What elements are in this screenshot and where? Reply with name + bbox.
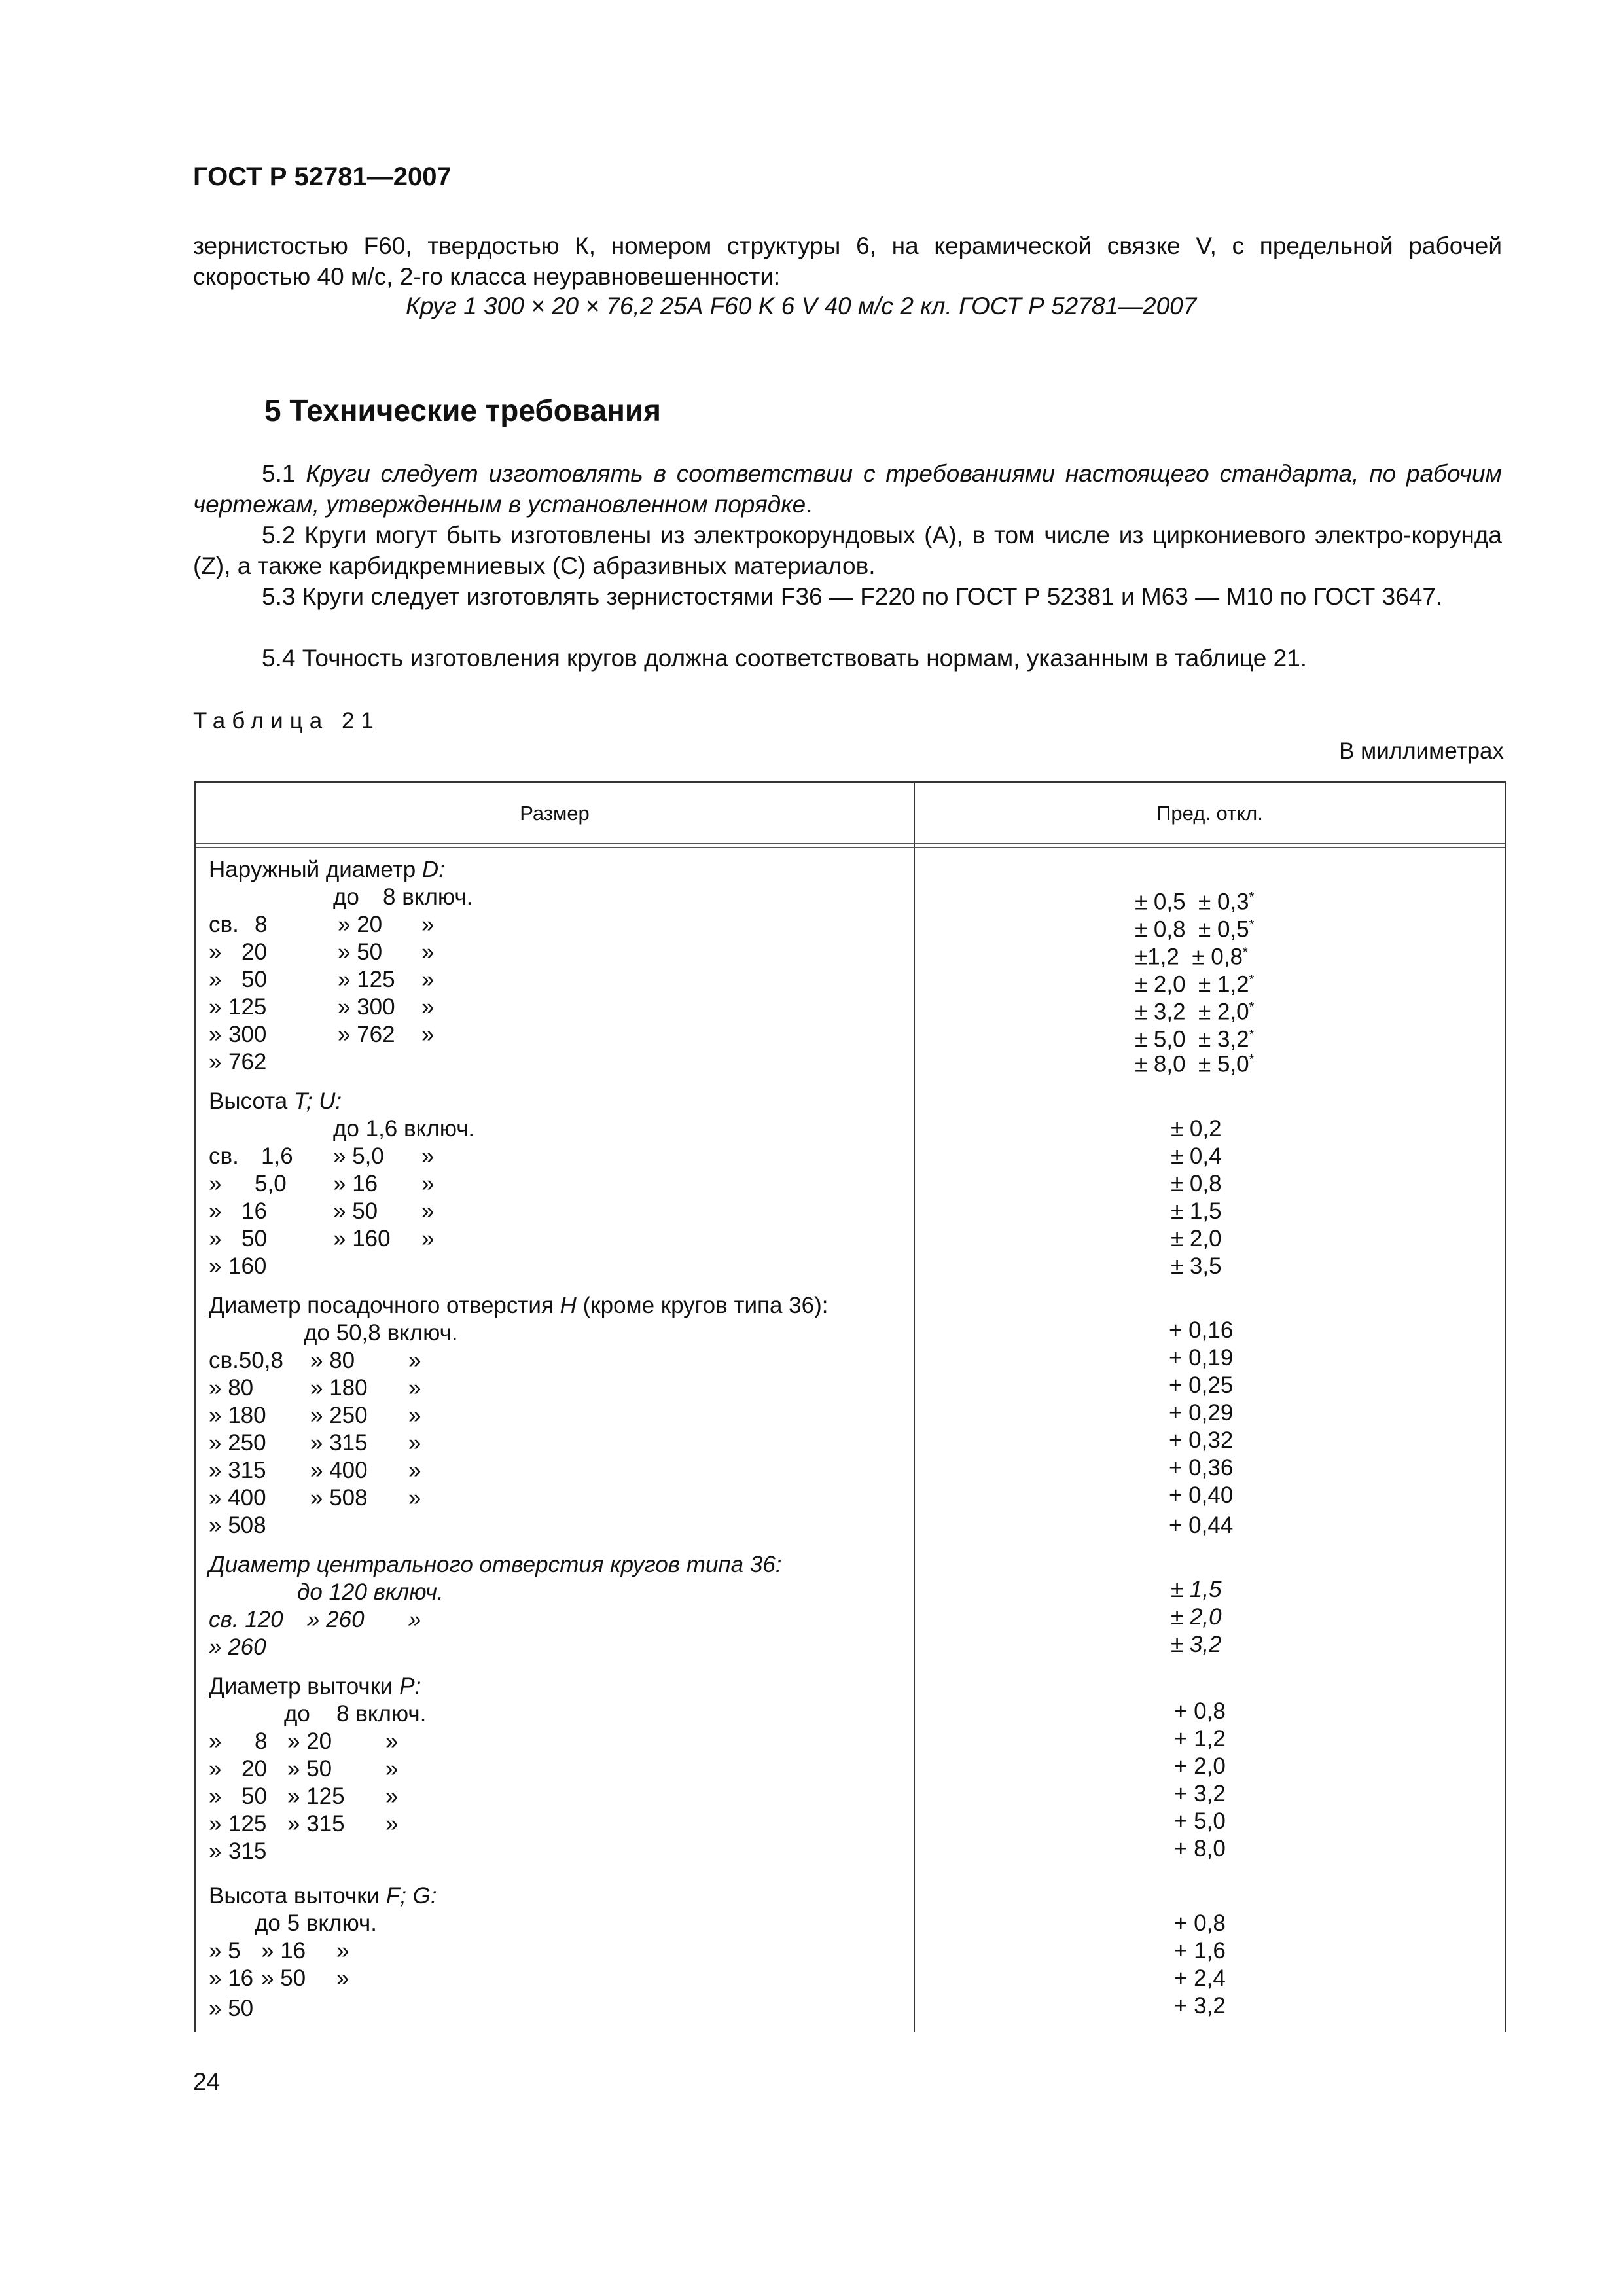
- tolerance-value: ± 8,0 ± 5,0*: [1135, 1051, 1255, 1077]
- tolerance-value: + 0,44: [1169, 1513, 1234, 1538]
- tolerance-value: + 0,16: [1169, 1318, 1234, 1343]
- tolerance-value: + 3,2: [1174, 1993, 1226, 2018]
- tolerance-value: ± 2,0: [1171, 1226, 1222, 1251]
- tolerance-table: Размер Пред. откл. Наружный диаметр D: до 8 включ. ± 0,5 ± 0,3* св. 8 » 20 » ± 0,8 ± 0,5* » 20 » 50 » ±1,2 ± 0,8* » 50 » 125 » ± 2,0 ± 1,2* » 125 » 300 » ± 3,2 ± 2,0* » 300 » 762 » ± 5,0 ± 3,2* » 762 ± 8,0 ± 5,0* Высота T; U: до 1,6 включ. ± 0,2 св. 1,6 » 5,0 » ± 0,4 » 5,0 » 16 » ± 0,8 » 16 » 50 » ± 1,5 » 50 » 160 » ± 2,0 » 160 ± 3,5 Диаметр посадочного отверстия H (кроме кругов типа 36): до 50,8 включ. + 0,16 св.50,8 » 80 » + 0,19 » 80 » 180 » + 0,25 » 180 » 250 » + 0,29 » 250 » 315 » + 0,32 » 315 » 400 » + 0,36 » 400 » 508 » + 0,40 » 508 + 0,44 Диаметр центрального отверстия кругов типа 36: до 120 включ. ± 1,5 св. 120 » 260 » ± 2,0 » 260 ± 3,2 Диаметр выточки P: до 8 включ. + 0,8 » 8 » 20 » + 1,2 » 20 » 50 » + 2,0 » 50 » 125 » + 3,2 » 125 » 315 » + 5,0 » 315 + 8,0 Высота выточки F; G: до 5 включ. + 0,8 » 5 » 16 » + 1,6 » 16 » 50 » + 2,4 » 50 + 3,2: [194, 781, 1506, 2032]
- tolerance-value: + 1,2: [1174, 1726, 1226, 1751]
- tolerance-value: + 0,40: [1169, 1482, 1234, 1508]
- paragraph-5-3: 5.3 Круги следует изготовлять зернистостями F36 — F220 по ГОСТ Р 52381 и М63 — М10 по ГОСТ 3647.: [262, 583, 1443, 610]
- header-rule: [196, 843, 1505, 844]
- tolerance-value: + 0,36: [1169, 1455, 1234, 1480]
- tolerance-value: ± 0,8: [1171, 1171, 1222, 1196]
- intro-text: зернистостью F60, твердостью К, номером структуры 6, на керамической связке V, с предельной рабочей скоростью 40 м/с, 2-го класса неуравновешенности:: [193, 232, 1502, 290]
- tolerance-value: + 5,0: [1174, 1808, 1226, 1834]
- tolerance-value: ± 0,8 ± 0,5*: [1135, 916, 1255, 942]
- tolerance-value: ± 2,0: [1171, 1604, 1222, 1630]
- tolerance-value: + 2,0: [1174, 1753, 1226, 1779]
- tolerance-value: ± 1,5: [1171, 1577, 1222, 1602]
- paragraph-5-1-number: 5.1: [262, 460, 296, 487]
- tolerance-value: + 0,32: [1169, 1427, 1234, 1453]
- header-size: Размер: [520, 802, 590, 825]
- designation-example: Круг 1 300 × 20 × 76,2 25А F60 K 6 V 40 м/с 2 кл. ГОСТ Р 52781—2007: [406, 293, 1197, 319]
- tolerance-value: ± 5,0 ± 3,2*: [1135, 1026, 1255, 1052]
- section-title: 5 Технические требования: [264, 393, 661, 427]
- tolerance-value: + 2,4: [1174, 1965, 1226, 1991]
- paragraph-5-1-text: Круги следует изготовлять в соответствии с требованиями настоящего стандарта, по рабочим чертежам, утвержденным в установленном порядке: [193, 460, 1502, 518]
- tolerance-value: + 0,19: [1169, 1345, 1234, 1371]
- document-code: ГОСТ Р 52781—2007: [193, 162, 452, 191]
- tolerance-value: ± 3,2 ± 2,0*: [1135, 999, 1255, 1025]
- tolerance-value: ± 1,5: [1171, 1198, 1222, 1224]
- tolerance-value: ± 0,2: [1171, 1116, 1222, 1141]
- tolerance-value: + 0,8: [1174, 1698, 1226, 1724]
- tolerance-value: ± 3,2: [1171, 1632, 1222, 1657]
- column-divider: [914, 783, 915, 2032]
- tolerance-value: + 3,2: [1174, 1781, 1226, 1806]
- tolerance-value: ± 0,4: [1171, 1143, 1222, 1169]
- tolerance-value: + 0,8: [1174, 1910, 1226, 1936]
- header-deviation: Пред. откл.: [1156, 802, 1263, 825]
- tolerance-value: ± 2,0 ± 1,2*: [1135, 971, 1255, 997]
- page-number: 24: [193, 2068, 221, 2095]
- paragraph-5-4: 5.4 Точность изготовления кругов должна соответствовать нормам, указанным в таблице 21.: [262, 645, 1308, 672]
- header-rule-double: [196, 847, 1505, 848]
- tolerance-value: + 8,0: [1174, 1836, 1226, 1861]
- paragraph-5-2: 5.2 Круги могут быть изготовлены из электрокорундовых (А), в том числе из циркониевого электро-корунда (Z), а также карбидкремниевых (С) абразивных материалов.: [193, 522, 1502, 579]
- tolerance-value: ± 3,5: [1171, 1253, 1222, 1279]
- tolerance-value: + 1,6: [1174, 1938, 1226, 1964]
- tolerance-value: + 0,29: [1169, 1400, 1234, 1426]
- tolerance-value: ± 0,5 ± 0,3*: [1135, 889, 1255, 915]
- tolerance-value: + 0,25: [1169, 1372, 1234, 1398]
- paragraph-5-1-end: .: [806, 491, 813, 518]
- table-caption: Таблица 21: [193, 708, 380, 734]
- paragraph-5-1: [193, 458, 1502, 520]
- tolerance-value: ±1,2 ± 0,8*: [1135, 944, 1248, 970]
- table-units: В миллиметрах: [1339, 738, 1504, 764]
